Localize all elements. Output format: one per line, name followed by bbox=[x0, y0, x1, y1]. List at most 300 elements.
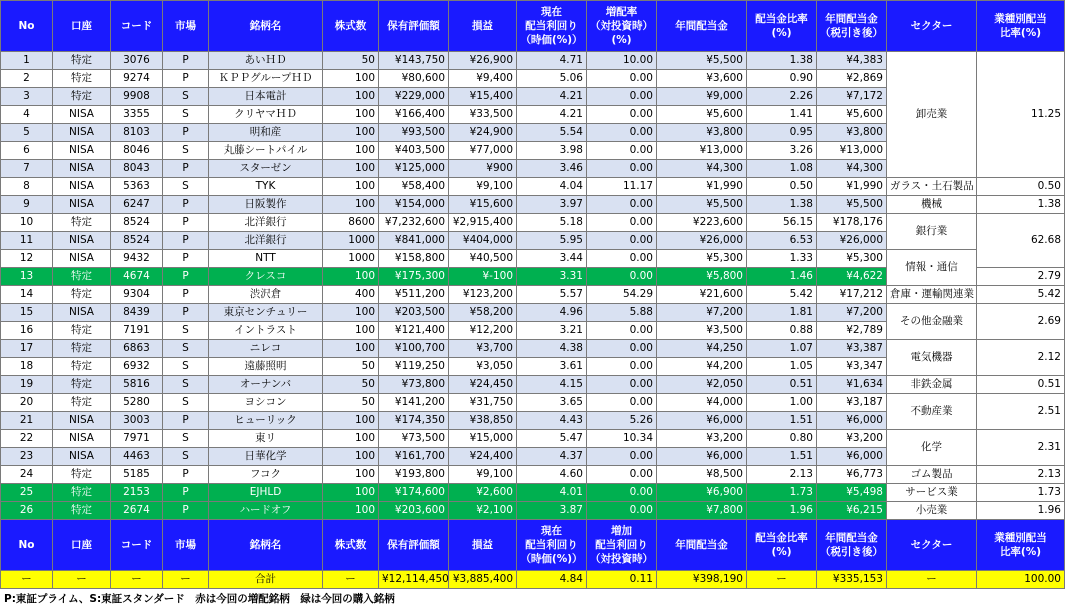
cell-mkt: S bbox=[163, 358, 209, 376]
cell-name: クリヤマＨＤ bbox=[209, 106, 323, 124]
cell-acct: NISA bbox=[53, 196, 111, 214]
table-row bbox=[1, 466, 1065, 484]
cell-code: 2674 bbox=[111, 502, 163, 520]
cell-inc: 0.00 bbox=[587, 70, 657, 88]
header-shares: 株式数 bbox=[323, 1, 379, 52]
header-shares: 株式数 bbox=[323, 520, 379, 571]
sector-ratio: 0.50 bbox=[977, 178, 1065, 196]
cell-no: 2 bbox=[1, 70, 53, 88]
cell-pl: ¥2,100 bbox=[449, 502, 517, 520]
cell-code: 5363 bbox=[111, 178, 163, 196]
cell-inc: 0.00 bbox=[587, 394, 657, 412]
cell-code: 8439 bbox=[111, 304, 163, 322]
cell-yield: 4.71 bbox=[517, 52, 587, 70]
cell-net: ¥26,000 bbox=[817, 232, 887, 250]
cell-net: ¥1,634 bbox=[817, 376, 887, 394]
cell-inc: 0.00 bbox=[587, 196, 657, 214]
cell-yield: 5.95 bbox=[517, 232, 587, 250]
cell-acct: NISA bbox=[53, 448, 111, 466]
header-current-yield: 現在 配当利回り （時価(%)） bbox=[517, 1, 587, 52]
cell-no: 24 bbox=[1, 466, 53, 484]
cell-code: 8524 bbox=[111, 232, 163, 250]
header-net-dividend: 年間配当金 （税引き後） bbox=[817, 520, 887, 571]
cell-pl: ¥404,000 bbox=[449, 232, 517, 250]
cell-shares: 100 bbox=[323, 88, 379, 106]
cell-shares: 100 bbox=[323, 106, 379, 124]
cell-acct: 特定 bbox=[53, 52, 111, 70]
cell-ratio: 1.38 bbox=[747, 196, 817, 214]
cell-div: ¥21,600 bbox=[657, 286, 747, 304]
sector-ratio: 62.68 bbox=[977, 214, 1065, 268]
header-annual-dividend: 年間配当金 bbox=[657, 1, 747, 52]
cell-no: 25 bbox=[1, 484, 53, 502]
cell-div: ¥7,200 bbox=[657, 304, 747, 322]
cell-pl: ¥2,915,400 bbox=[449, 214, 517, 232]
cell-shares: 100 bbox=[323, 268, 379, 286]
cell-shares: 100 bbox=[323, 466, 379, 484]
cell-mkt: P bbox=[163, 250, 209, 268]
cell-shares: 100 bbox=[323, 448, 379, 466]
cell-shares: 50 bbox=[323, 358, 379, 376]
cell-div: ¥7,800 bbox=[657, 502, 747, 520]
cell-inc: 0.00 bbox=[587, 142, 657, 160]
sector-name: サービス業 bbox=[887, 484, 977, 502]
cell-acct: 特定 bbox=[53, 484, 111, 502]
cell-yield: 4.60 bbox=[517, 466, 587, 484]
cell-ratio: 1.07 bbox=[747, 340, 817, 358]
cell-pl: ¥9,400 bbox=[449, 70, 517, 88]
table-row bbox=[1, 196, 1065, 214]
header-market-value: 保有評価額 bbox=[379, 520, 449, 571]
cell-name: 明和産 bbox=[209, 124, 323, 142]
cell-ratio: 1.41 bbox=[747, 106, 817, 124]
total-code: ー bbox=[111, 571, 163, 589]
sector-ratio: 2.13 bbox=[977, 466, 1065, 484]
header-code: コード bbox=[111, 1, 163, 52]
cell-value: ¥193,800 bbox=[379, 466, 449, 484]
cell-inc: 0.00 bbox=[587, 88, 657, 106]
cell-ratio: 1.46 bbox=[747, 268, 817, 286]
header-row bbox=[1, 1, 1065, 52]
cell-net: ¥17,212 bbox=[817, 286, 887, 304]
cell-ratio: 1.73 bbox=[747, 484, 817, 502]
header-increase-rate: 増配率 （対投資時） (%) bbox=[587, 1, 657, 52]
cell-acct: NISA bbox=[53, 106, 111, 124]
cell-pl: ¥3,050 bbox=[449, 358, 517, 376]
sector-name: ゴム製品 bbox=[887, 466, 977, 484]
cell-acct: NISA bbox=[53, 430, 111, 448]
cell-net: ¥7,172 bbox=[817, 88, 887, 106]
cell-div: ¥8,500 bbox=[657, 466, 747, 484]
cell-net: ¥2,789 bbox=[817, 322, 887, 340]
cell-code: 6247 bbox=[111, 196, 163, 214]
cell-pl: ¥9,100 bbox=[449, 466, 517, 484]
cell-inc: 0.00 bbox=[587, 232, 657, 250]
cell-net: ¥2,869 bbox=[817, 70, 887, 88]
table-row bbox=[1, 178, 1065, 196]
cell-net: ¥5,600 bbox=[817, 106, 887, 124]
cell-no: 26 bbox=[1, 502, 53, 520]
cell-mkt: S bbox=[163, 430, 209, 448]
cell-net: ¥5,300 bbox=[817, 250, 887, 268]
cell-acct: 特定 bbox=[53, 502, 111, 520]
cell-pl: ¥-100 bbox=[449, 268, 517, 286]
cell-no: 11 bbox=[1, 232, 53, 250]
cell-ratio: 2.13 bbox=[747, 466, 817, 484]
cell-code: 7191 bbox=[111, 322, 163, 340]
cell-inc: 10.00 bbox=[587, 52, 657, 70]
cell-acct: NISA bbox=[53, 178, 111, 196]
cell-yield: 4.37 bbox=[517, 448, 587, 466]
cell-value: ¥58,400 bbox=[379, 178, 449, 196]
cell-pl: ¥15,000 bbox=[449, 430, 517, 448]
cell-acct: 特定 bbox=[53, 322, 111, 340]
total-row bbox=[1, 571, 1065, 589]
cell-mkt: S bbox=[163, 394, 209, 412]
table-row bbox=[1, 394, 1065, 412]
cell-div: ¥3,500 bbox=[657, 322, 747, 340]
cell-pl: ¥9,100 bbox=[449, 178, 517, 196]
cell-inc: 0.00 bbox=[587, 376, 657, 394]
cell-inc: 0.00 bbox=[587, 106, 657, 124]
cell-inc: 0.00 bbox=[587, 358, 657, 376]
sector-name: 非鉄金属 bbox=[887, 376, 977, 394]
cell-no: 10 bbox=[1, 214, 53, 232]
sector-name: 不動産業 bbox=[887, 394, 977, 430]
cell-mkt: S bbox=[163, 376, 209, 394]
cell-name: ＫＰＰグループＨＤ bbox=[209, 70, 323, 88]
sector-ratio: 1.96 bbox=[977, 502, 1065, 520]
cell-mkt: P bbox=[163, 52, 209, 70]
cell-acct: 特定 bbox=[53, 214, 111, 232]
cell-shares: 100 bbox=[323, 142, 379, 160]
cell-value: ¥161,700 bbox=[379, 448, 449, 466]
cell-mkt: S bbox=[163, 88, 209, 106]
cell-value: ¥174,350 bbox=[379, 412, 449, 430]
cell-no: 22 bbox=[1, 430, 53, 448]
header-no: No bbox=[1, 520, 53, 571]
cell-no: 4 bbox=[1, 106, 53, 124]
cell-pl: ¥24,450 bbox=[449, 376, 517, 394]
cell-net: ¥7,200 bbox=[817, 304, 887, 322]
cell-no: 8 bbox=[1, 178, 53, 196]
cell-value: ¥7,232,600 bbox=[379, 214, 449, 232]
table-row bbox=[1, 340, 1065, 358]
cell-pl: ¥2,600 bbox=[449, 484, 517, 502]
sector-name: その他金融業 bbox=[887, 304, 977, 340]
table-row bbox=[1, 286, 1065, 304]
cell-mkt: P bbox=[163, 466, 209, 484]
sector-name: 機械 bbox=[887, 196, 977, 214]
cell-acct: 特定 bbox=[53, 394, 111, 412]
cell-net: ¥4,383 bbox=[817, 52, 887, 70]
cell-value: ¥100,700 bbox=[379, 340, 449, 358]
cell-no: 23 bbox=[1, 448, 53, 466]
total-div: ¥398,190 bbox=[657, 571, 747, 589]
cell-yield: 4.04 bbox=[517, 178, 587, 196]
cell-name: 丸藤シートパイル bbox=[209, 142, 323, 160]
cell-net: ¥5,498 bbox=[817, 484, 887, 502]
cell-value: ¥158,800 bbox=[379, 250, 449, 268]
cell-div: ¥3,600 bbox=[657, 70, 747, 88]
cell-name: 北洋銀行 bbox=[209, 232, 323, 250]
cell-inc: 11.17 bbox=[587, 178, 657, 196]
cell-no: 16 bbox=[1, 322, 53, 340]
sector-name: ガラス・土石製品 bbox=[887, 178, 977, 196]
cell-no: 13 bbox=[1, 268, 53, 286]
cell-name: ハードオフ bbox=[209, 502, 323, 520]
cell-code: 6863 bbox=[111, 340, 163, 358]
cell-net: ¥3,387 bbox=[817, 340, 887, 358]
cell-value: ¥203,500 bbox=[379, 304, 449, 322]
cell-no: 12 bbox=[1, 250, 53, 268]
cell-shares: 100 bbox=[323, 430, 379, 448]
cell-ratio: 0.90 bbox=[747, 70, 817, 88]
cell-shares: 100 bbox=[323, 304, 379, 322]
cell-inc: 0.00 bbox=[587, 502, 657, 520]
cell-ratio: 3.26 bbox=[747, 142, 817, 160]
cell-acct: 特定 bbox=[53, 268, 111, 286]
cell-yield: 3.61 bbox=[517, 358, 587, 376]
cell-net: ¥13,000 bbox=[817, 142, 887, 160]
cell-name: 東京センチュリー bbox=[209, 304, 323, 322]
cell-no: 1 bbox=[1, 52, 53, 70]
table-body bbox=[1, 52, 1065, 589]
cell-code: 5280 bbox=[111, 394, 163, 412]
cell-yield: 4.15 bbox=[517, 376, 587, 394]
cell-net: ¥3,200 bbox=[817, 430, 887, 448]
cell-pl: ¥38,850 bbox=[449, 412, 517, 430]
cell-shares: 100 bbox=[323, 340, 379, 358]
cell-inc: 0.00 bbox=[587, 268, 657, 286]
cell-name: TYK bbox=[209, 178, 323, 196]
total-acct: ー bbox=[53, 571, 111, 589]
cell-pl: ¥3,700 bbox=[449, 340, 517, 358]
cell-div: ¥6,900 bbox=[657, 484, 747, 502]
cell-acct: 特定 bbox=[53, 358, 111, 376]
cell-name: クレスコ bbox=[209, 268, 323, 286]
cell-pl: ¥12,200 bbox=[449, 322, 517, 340]
cell-yield: 5.18 bbox=[517, 214, 587, 232]
cell-net: ¥3,187 bbox=[817, 394, 887, 412]
cell-ratio: 56.15 bbox=[747, 214, 817, 232]
total-sector: ー bbox=[887, 571, 977, 589]
cell-value: ¥203,600 bbox=[379, 502, 449, 520]
total-yield: 4.84 bbox=[517, 571, 587, 589]
cell-value: ¥175,300 bbox=[379, 268, 449, 286]
cell-name: ヒューリック bbox=[209, 412, 323, 430]
cell-ratio: 0.50 bbox=[747, 178, 817, 196]
cell-net: ¥178,176 bbox=[817, 214, 887, 232]
cell-div: ¥3,200 bbox=[657, 430, 747, 448]
sector-ratio: 2.12 bbox=[977, 340, 1065, 376]
cell-ratio: 1.33 bbox=[747, 250, 817, 268]
cell-mkt: P bbox=[163, 484, 209, 502]
cell-acct: NISA bbox=[53, 124, 111, 142]
cell-inc: 5.88 bbox=[587, 304, 657, 322]
total-ratio: ー bbox=[747, 571, 817, 589]
cell-acct: 特定 bbox=[53, 466, 111, 484]
table-row bbox=[1, 250, 1065, 268]
cell-ratio: 1.08 bbox=[747, 160, 817, 178]
cell-yield: 3.21 bbox=[517, 322, 587, 340]
cell-no: 7 bbox=[1, 160, 53, 178]
footnote: P:東証プライム、S:東証スタンダード 赤は今回の増配銘柄 緑は今回の購入銘柄 bbox=[4, 593, 395, 605]
cell-net: ¥6,000 bbox=[817, 448, 887, 466]
cell-shares: 100 bbox=[323, 124, 379, 142]
total-inc: 0.11 bbox=[587, 571, 657, 589]
cell-div: ¥6,000 bbox=[657, 412, 747, 430]
cell-acct: 特定 bbox=[53, 70, 111, 88]
cell-shares: 50 bbox=[323, 394, 379, 412]
cell-pl: ¥24,900 bbox=[449, 124, 517, 142]
sector-ratio: 1.38 bbox=[977, 196, 1065, 214]
cell-div: ¥5,600 bbox=[657, 106, 747, 124]
cell-ratio: 5.42 bbox=[747, 286, 817, 304]
total-pl: ¥3,885,400 bbox=[449, 571, 517, 589]
cell-yield: 5.57 bbox=[517, 286, 587, 304]
cell-name: スターゼン bbox=[209, 160, 323, 178]
cell-code: 8524 bbox=[111, 214, 163, 232]
cell-acct: 特定 bbox=[53, 88, 111, 106]
header-stock-name: 銘柄名 bbox=[209, 520, 323, 571]
cell-ratio: 0.95 bbox=[747, 124, 817, 142]
cell-name: 渋沢倉 bbox=[209, 286, 323, 304]
table-row bbox=[1, 52, 1065, 70]
cell-value: ¥166,400 bbox=[379, 106, 449, 124]
header-sector-ratio: 業種別配当 比率(%) bbox=[977, 520, 1065, 571]
cell-value: ¥511,200 bbox=[379, 286, 449, 304]
cell-inc: 0.00 bbox=[587, 160, 657, 178]
cell-name: NTT bbox=[209, 250, 323, 268]
cell-inc: 0.00 bbox=[587, 484, 657, 502]
cell-inc: 5.26 bbox=[587, 412, 657, 430]
cell-acct: NISA bbox=[53, 304, 111, 322]
cell-div: ¥5,300 bbox=[657, 250, 747, 268]
sector-ratio: 2.31 bbox=[977, 430, 1065, 466]
cell-name: 東リ bbox=[209, 430, 323, 448]
header-account: 口座 bbox=[53, 1, 111, 52]
cell-mkt: S bbox=[163, 106, 209, 124]
cell-inc: 0.00 bbox=[587, 340, 657, 358]
cell-yield: 3.97 bbox=[517, 196, 587, 214]
cell-shares: 1000 bbox=[323, 250, 379, 268]
cell-mkt: S bbox=[163, 448, 209, 466]
cell-no: 15 bbox=[1, 304, 53, 322]
cell-value: ¥229,000 bbox=[379, 88, 449, 106]
total-shares: ー bbox=[323, 571, 379, 589]
total-sratio: 100.00 bbox=[977, 571, 1065, 589]
cell-ratio: 0.51 bbox=[747, 376, 817, 394]
total-mkt: ー bbox=[163, 571, 209, 589]
cell-yield: 4.43 bbox=[517, 412, 587, 430]
total-net: ¥335,153 bbox=[817, 571, 887, 589]
cell-net: ¥3,800 bbox=[817, 124, 887, 142]
cell-no: 3 bbox=[1, 88, 53, 106]
cell-mkt: S bbox=[163, 178, 209, 196]
cell-code: 8046 bbox=[111, 142, 163, 160]
cell-code: 7971 bbox=[111, 430, 163, 448]
cell-pl: ¥24,400 bbox=[449, 448, 517, 466]
cell-name: オーナンバ bbox=[209, 376, 323, 394]
cell-pl: ¥77,000 bbox=[449, 142, 517, 160]
cell-value: ¥125,000 bbox=[379, 160, 449, 178]
cell-code: 5816 bbox=[111, 376, 163, 394]
cell-pl: ¥58,200 bbox=[449, 304, 517, 322]
cell-div: ¥26,000 bbox=[657, 232, 747, 250]
header-code: コード bbox=[111, 520, 163, 571]
cell-value: ¥73,500 bbox=[379, 430, 449, 448]
cell-mkt: S bbox=[163, 142, 209, 160]
cell-yield: 3.31 bbox=[517, 268, 587, 286]
cell-inc: 54.29 bbox=[587, 286, 657, 304]
cell-yield: 4.01 bbox=[517, 484, 587, 502]
cell-no: 18 bbox=[1, 358, 53, 376]
cell-name: ニレコ bbox=[209, 340, 323, 358]
cell-acct: 特定 bbox=[53, 376, 111, 394]
cell-name: イントラスト bbox=[209, 322, 323, 340]
cell-value: ¥121,400 bbox=[379, 322, 449, 340]
sector-ratio: 5.42 bbox=[977, 286, 1065, 304]
cell-code: 9432 bbox=[111, 250, 163, 268]
sector-name: 電気機器 bbox=[887, 340, 977, 376]
cell-no: 17 bbox=[1, 340, 53, 358]
cell-net: ¥6,000 bbox=[817, 412, 887, 430]
sector-ratio: 2.51 bbox=[977, 394, 1065, 430]
cell-acct: NISA bbox=[53, 160, 111, 178]
table-row bbox=[1, 304, 1065, 322]
cell-mkt: P bbox=[163, 214, 209, 232]
cell-code: 9908 bbox=[111, 88, 163, 106]
cell-name: 日阪製作 bbox=[209, 196, 323, 214]
header-market-value: 保有評価額 bbox=[379, 1, 449, 52]
cell-code: 4463 bbox=[111, 448, 163, 466]
sector-ratio: 11.25 bbox=[977, 52, 1065, 178]
cell-shares: 1000 bbox=[323, 232, 379, 250]
header-market: 市場 bbox=[163, 1, 209, 52]
cell-mkt: P bbox=[163, 304, 209, 322]
cell-value: ¥143,750 bbox=[379, 52, 449, 70]
cell-name: 日本電計 bbox=[209, 88, 323, 106]
header-no: No bbox=[1, 1, 53, 52]
sector-ratio: 0.51 bbox=[977, 376, 1065, 394]
cell-code: 9274 bbox=[111, 70, 163, 88]
cell-mkt: P bbox=[163, 70, 209, 88]
cell-shares: 400 bbox=[323, 286, 379, 304]
cell-shares: 100 bbox=[323, 160, 379, 178]
header-sector: セクター bbox=[887, 1, 977, 52]
cell-ratio: 1.00 bbox=[747, 394, 817, 412]
cell-div: ¥223,600 bbox=[657, 214, 747, 232]
cell-div: ¥5,800 bbox=[657, 268, 747, 286]
sector-name: 倉庫・運輸関連業 bbox=[887, 286, 977, 304]
cell-shares: 50 bbox=[323, 376, 379, 394]
cell-div: ¥3,800 bbox=[657, 124, 747, 142]
cell-div: ¥13,000 bbox=[657, 142, 747, 160]
cell-name: 遠藤照明 bbox=[209, 358, 323, 376]
cell-mkt: P bbox=[163, 412, 209, 430]
cell-name: あいＨＤ bbox=[209, 52, 323, 70]
cell-yield: 4.38 bbox=[517, 340, 587, 358]
sector-ratio: 2.79 bbox=[977, 268, 1065, 286]
cell-code: 8103 bbox=[111, 124, 163, 142]
cell-mkt: P bbox=[163, 160, 209, 178]
header-row-bottom bbox=[1, 520, 1065, 571]
header-annual-dividend: 年間配当金 bbox=[657, 520, 747, 571]
total-value: ¥12,114,450 bbox=[379, 571, 449, 589]
sector-ratio: 1.73 bbox=[977, 484, 1065, 502]
table-row bbox=[1, 430, 1065, 448]
